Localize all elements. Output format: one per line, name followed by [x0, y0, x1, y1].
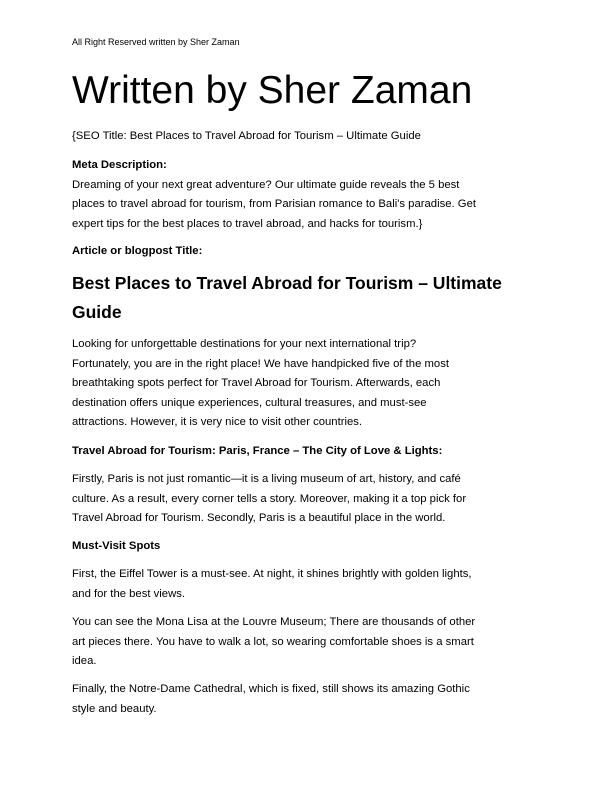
article-label: Article or blogpost Title: [72, 245, 203, 257]
louvre-paragraph [72, 613, 475, 672]
eiffel-line: First, the Eiffel Tower is a must-see. At night, it shines brightly with golden lights, [72, 568, 472, 580]
intro-line: destination offers unique experiences, cultural treasures, and must-see [72, 396, 427, 409]
intro-line: breathtaking spots perfect for Travel Abroad for Tourism. Afterwards, each [72, 377, 441, 390]
notre-line: Finally, the Notre-Dame Cathedral, which is fixed, still shows its amazing Gothic [72, 683, 470, 695]
eiffel-paragraph [72, 565, 472, 604]
article-title-line: Guide [72, 302, 122, 322]
paris-line: Travel Abroad for Tourism. Secondly, Paris is a beautiful place in the world. [72, 512, 446, 525]
eiffel-line: and for the best views. [72, 587, 186, 600]
article-title-line: Best Places to Travel Abroad for Tourism – Ultimate [72, 273, 502, 293]
meta-line: Dreaming of your next great adventure? Our ultimate guide reveals the 5 best [72, 178, 460, 191]
notre-line: style and beauty. [72, 702, 157, 715]
notre-dame-paragraph [72, 680, 470, 719]
louvre-line: art pieces there. You have to walk a lot, so wearing comfortable shoes is a smart [72, 635, 474, 648]
article-title [72, 269, 502, 327]
intro-line: Looking for unforgettable destinations for your next international trip? [72, 338, 417, 350]
seo-title: {SEO Title: Best Places to Travel Abroad for Tourism – Ultimate Guide [72, 130, 421, 142]
meta-description [72, 156, 476, 234]
intro-paragraph [72, 335, 449, 433]
page-header: All Right Reserved written by Sher Zaman [72, 37, 240, 47]
meta-label: Meta Description: [72, 159, 167, 171]
paris-paragraph [72, 470, 466, 529]
meta-line: places to travel abroad for tourism, from Parisian romance to Bali's paradise. Get [72, 198, 477, 211]
paris-line: culture. As a result, every corner tells a story. Moreover, making it a top pick for [72, 492, 467, 505]
louvre-line: idea. [72, 655, 97, 668]
spots-heading: Must-Visit Spots [72, 540, 161, 552]
intro-line: Fortunately, you are in the right place! We have handpicked five of the most [72, 357, 449, 370]
louvre-line: You can see the Mona Lisa at the Louvre Museum; There are thousands of other [72, 616, 476, 628]
paris-heading: Travel Abroad for Tourism: Paris, France – The City of Love & Lights: [72, 445, 443, 457]
paris-line: Firstly, Paris is not just romantic—it is a living museum of art, history, and café [72, 473, 461, 485]
intro-line: attractions. However, it is very nice to visit other countries. [72, 416, 363, 429]
meta-line: expert tips for the best places to travel abroad, and hacks for tourism.} [72, 217, 423, 230]
document-title: Written by Sher Zaman [72, 69, 473, 112]
